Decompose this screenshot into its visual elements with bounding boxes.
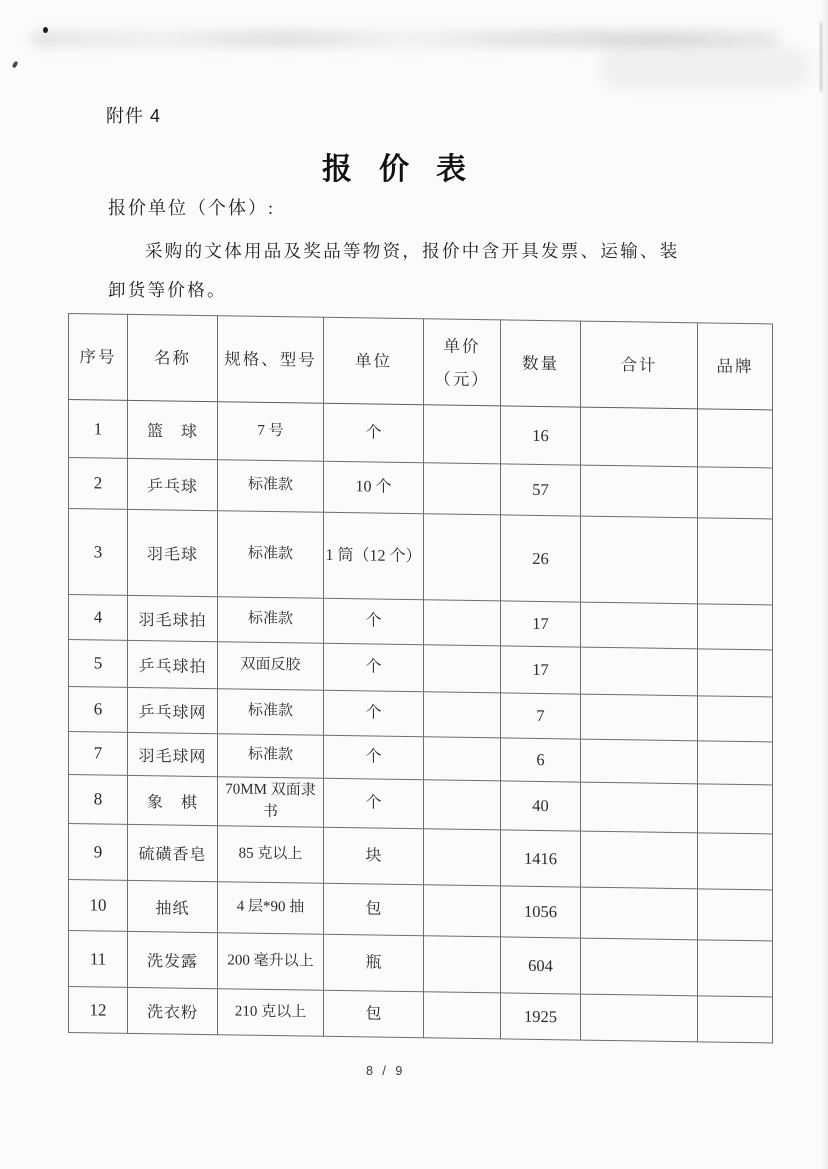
cell-name: 乒乓球 (128, 458, 218, 510)
cell-total (581, 647, 698, 696)
cell-spec: 85 克以上 (218, 826, 324, 884)
cell-unit: 个 (324, 598, 424, 644)
cell-qty: 17 (501, 601, 581, 647)
column-header-name (128, 314, 218, 401)
cell-brand (698, 409, 773, 468)
column-header-no (69, 314, 128, 401)
cell-no: 7 (69, 732, 128, 776)
cell-total (581, 516, 698, 604)
cell-total (581, 602, 698, 649)
cell-unit: 个 (324, 403, 424, 462)
column-header-total (581, 321, 698, 409)
table-header-row (69, 314, 773, 410)
table-body (69, 400, 773, 1043)
table-row (69, 509, 773, 605)
cell-brand (698, 996, 773, 1043)
cell-name: 羽毛球网 (128, 732, 218, 776)
cell-name: 象 棋 (128, 775, 218, 825)
scan-edge-shadow (820, 0, 828, 1169)
cell-unit: 个 (324, 643, 424, 691)
cell-total (581, 465, 698, 518)
cell-no: 9 (69, 824, 128, 881)
cell-unit: 包 (324, 883, 424, 935)
attachment-label: 附件 4 (106, 106, 162, 126)
cell-name: 羽毛球拍 (128, 595, 218, 641)
cell-no: 10 (69, 880, 128, 932)
cell-price (424, 692, 501, 738)
cell-qty: 1416 (501, 830, 581, 887)
cell-unit: 个 (324, 735, 424, 779)
cell-price (424, 514, 501, 601)
table-row (69, 400, 773, 468)
cell-brand (698, 784, 773, 834)
cell-qty: 40 (501, 781, 581, 831)
cell-total (581, 994, 698, 1042)
cell-qty: 6 (501, 738, 581, 782)
cell-spec: 标准款 (218, 734, 324, 779)
cell-spec: 70MM 双面隶书 (218, 777, 324, 828)
page-title: 报价表 (322, 153, 493, 186)
cell-brand (698, 696, 773, 742)
cell-total (581, 782, 698, 833)
intro-paragraph-line2: 卸货等价格。 (108, 280, 227, 300)
cell-no: 1 (69, 400, 128, 459)
cell-name: 洗衣粉 (128, 987, 218, 1034)
cell-unit: 个 (324, 690, 424, 736)
cell-unit: 块 (324, 827, 424, 884)
column-header-label: 品牌 (716, 356, 754, 377)
cell-price (424, 645, 501, 693)
quotation-table-wrapper (68, 313, 773, 1043)
column-header-label: 规格、型号 (224, 349, 317, 370)
cell-total (581, 694, 698, 741)
cell-no: 3 (69, 509, 128, 596)
cell-no: 2 (69, 458, 128, 510)
cell-unit: 瓶 (324, 934, 424, 991)
cell-price (424, 737, 501, 781)
cell-price (424, 405, 501, 464)
cell-name: 乒乓球拍 (128, 640, 218, 688)
cell-spec: 4 层*90 抽 (218, 882, 324, 935)
cell-unit: 个 (324, 778, 424, 828)
cell-spec: 200 毫升以上 (218, 933, 324, 991)
table-row (69, 931, 773, 997)
cell-name: 洗发露 (128, 931, 218, 988)
scan-smudge-artifact (600, 48, 810, 88)
cell-brand (698, 467, 773, 519)
intro-paragraph-line1: 采购的文体用品及奖品等物资，报价中含开具发票、运输、装 (145, 241, 680, 261)
cell-total (581, 739, 698, 784)
cell-brand (698, 649, 773, 697)
cell-name: 抽纸 (128, 880, 218, 932)
cell-spec: 标准款 (218, 689, 324, 736)
cell-qty: 16 (501, 406, 581, 465)
column-header-brand (698, 323, 773, 410)
cell-no: 8 (69, 775, 128, 825)
cell-qty: 1925 (501, 993, 581, 1040)
cell-no: 6 (69, 687, 128, 733)
cell-brand (698, 604, 773, 650)
cell-spec: 7 号 (218, 402, 324, 462)
cell-unit: 1 筒（12 个） (324, 512, 424, 599)
cell-name: 乒乓球网 (128, 687, 218, 733)
column-header-label: 数量 (522, 353, 559, 374)
cell-qty: 604 (501, 937, 581, 994)
cell-spec: 标准款 (218, 511, 324, 599)
cell-price (424, 600, 501, 646)
cell-brand (698, 518, 773, 605)
cell-total (581, 831, 698, 889)
scan-smudge-artifact (30, 30, 780, 48)
quoting-unit-label: 报价单位（个体）: (108, 198, 276, 218)
cell-unit: 包 (324, 990, 424, 1037)
column-header-label: 合计 (620, 355, 658, 375)
cell-name: 硫磺香皂 (128, 824, 218, 881)
cell-price (424, 936, 501, 993)
cell-no: 5 (69, 640, 128, 688)
cell-brand (698, 889, 773, 941)
table-row (69, 987, 773, 1043)
cell-qty: 17 (501, 646, 581, 694)
cell-price (424, 780, 501, 830)
cell-price (424, 992, 501, 1039)
cell-spec: 标准款 (218, 460, 324, 513)
cell-qty: 1056 (501, 886, 581, 938)
cell-no: 11 (69, 931, 128, 988)
table-row (69, 824, 773, 890)
cell-brand (698, 940, 773, 997)
cell-brand (698, 741, 773, 785)
cell-qty: 7 (501, 693, 581, 739)
column-header-qty (501, 320, 581, 407)
column-header-label: （元） (434, 368, 490, 389)
quotation-table (68, 313, 773, 1043)
cell-spec: 双面反胶 (218, 642, 324, 691)
cell-total (581, 938, 698, 996)
page-number: 8 / 9 (366, 1064, 406, 1078)
cell-qty: 26 (501, 515, 581, 602)
cell-price (424, 885, 501, 937)
cell-qty: 57 (501, 464, 581, 516)
scan-speck-artifact (43, 27, 48, 33)
column-header-label: 序号 (79, 347, 117, 367)
cell-spec: 210 克以上 (218, 989, 324, 1037)
cell-price (424, 463, 501, 515)
scan-speck-artifact (12, 60, 19, 68)
column-header-spec (218, 316, 324, 404)
column-header-price (424, 319, 501, 406)
cell-name: 羽毛球 (128, 509, 218, 596)
cell-name: 篮 球 (128, 400, 218, 459)
cell-total (581, 887, 698, 940)
column-header-label: 名称 (154, 348, 191, 368)
table-header (69, 314, 773, 410)
cell-price (424, 829, 501, 886)
column-header-label: 单位 (355, 351, 392, 371)
cell-brand (698, 833, 773, 890)
cell-spec: 标准款 (218, 597, 324, 644)
cell-total (581, 407, 698, 467)
column-header-label: 单价 (443, 336, 481, 356)
cell-no: 12 (69, 987, 128, 1034)
column-header-unit (324, 317, 424, 404)
cell-unit: 10 个 (324, 461, 424, 513)
cell-no: 4 (69, 595, 128, 641)
